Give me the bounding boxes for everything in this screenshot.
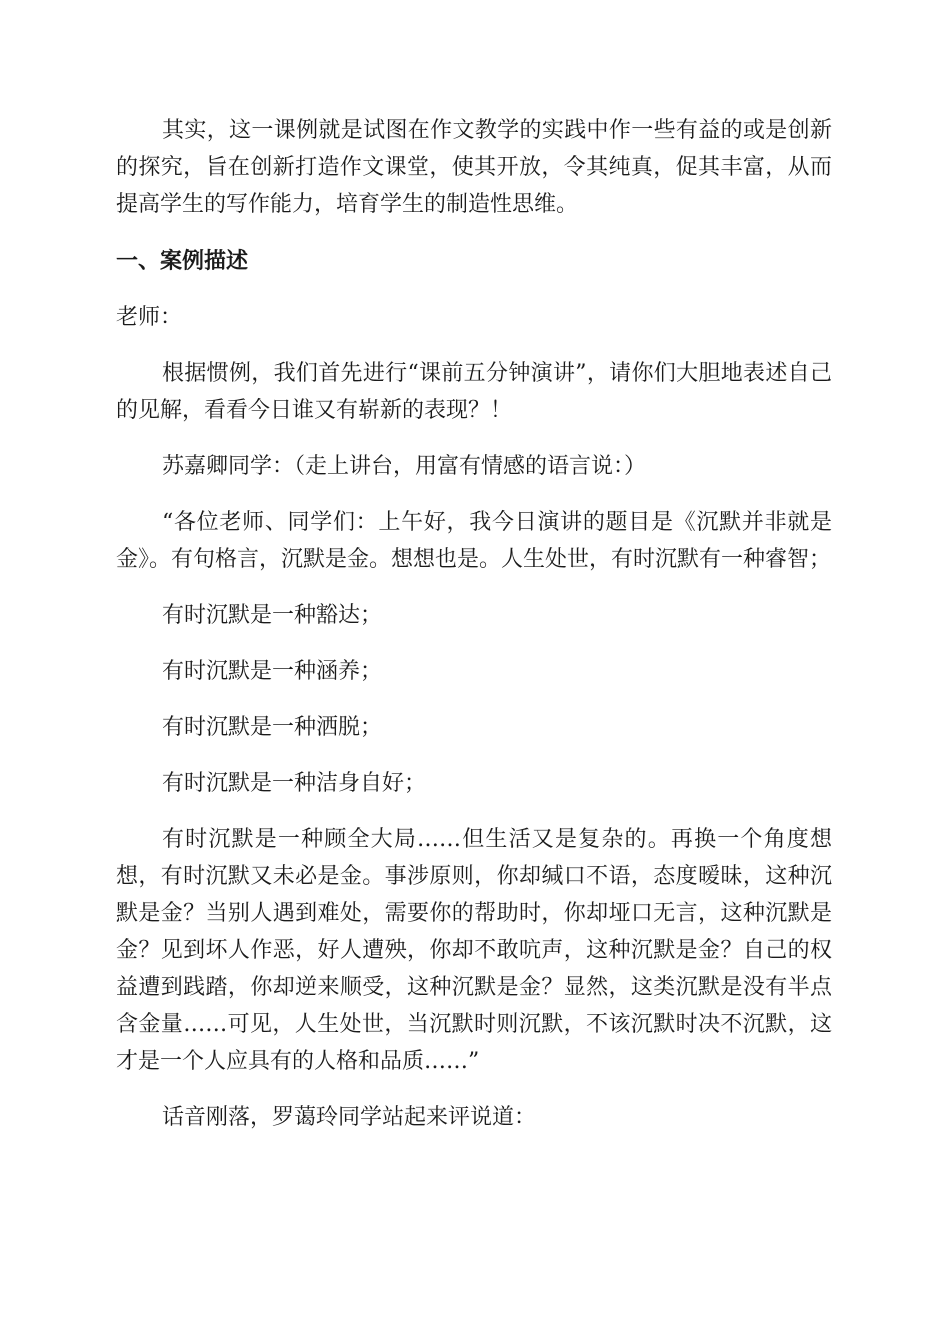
closing-paragraph: 话音刚落，罗蔼玲同学站起来评说道：	[162, 1105, 537, 1130]
document-page	[116, 112, 832, 1136]
speech-line: 有时沉默是一种豁达；	[162, 603, 383, 628]
section-heading: 一、案例描述	[116, 249, 249, 274]
intro-paragraph: 其实，这一课例就是试图在作文教学的实践中作一些有益的或是创新的探究，旨在创新打造作文课堂，使其开放，令其纯真，促其丰富，从而提高学生的写作能力，培育学生的制造性思维。	[116, 118, 832, 217]
teacher-label: 老师：	[116, 305, 183, 330]
student-intro: 苏嘉卿同学：（走上讲台，用富有情感的语言说：）	[162, 454, 647, 479]
speech-line: 有时沉默是一种洁身自好；	[162, 771, 427, 796]
speech-opening: “各位老师、同学们：上午好，我今日演讲的题目是《沉默并非就是金》。有句格言，沉默是金。想想也是。人生处世，有时沉默有一种睿智；	[116, 510, 832, 572]
speech-line: 有时沉默是一种洒脱；	[162, 715, 383, 740]
speech-line: 有时沉默是一种涵养；	[162, 659, 383, 684]
teacher-speech: 根据惯例，我们首先进行“课前五分钟演讲”，请你们大胆地表述自己的见解，看看今日谁又有崭新的表现？！	[116, 361, 832, 423]
speech-body: 有时沉默是一种顾全大局……但生活又是复杂的。再换一个角度想想，有时沉默又未必是金。事涉原则，你却缄口不语，态度暧昧，这种沉默是金？当别人遇到难处，需要你的帮助时，你却垭口无言，这种沉默是金？见到坏人作恶，好人遭殃，你却不敢吭声，这种沉默是金？自己的权益遭到践踏，你却逆来顺受，这种沉默是金？显然，这类沉默是没有半点含金量……可见，人生处世，当沉默时则沉默，不该沉默时决不沉默，这才是一个人应具有的人格和品质……”	[116, 827, 832, 1074]
